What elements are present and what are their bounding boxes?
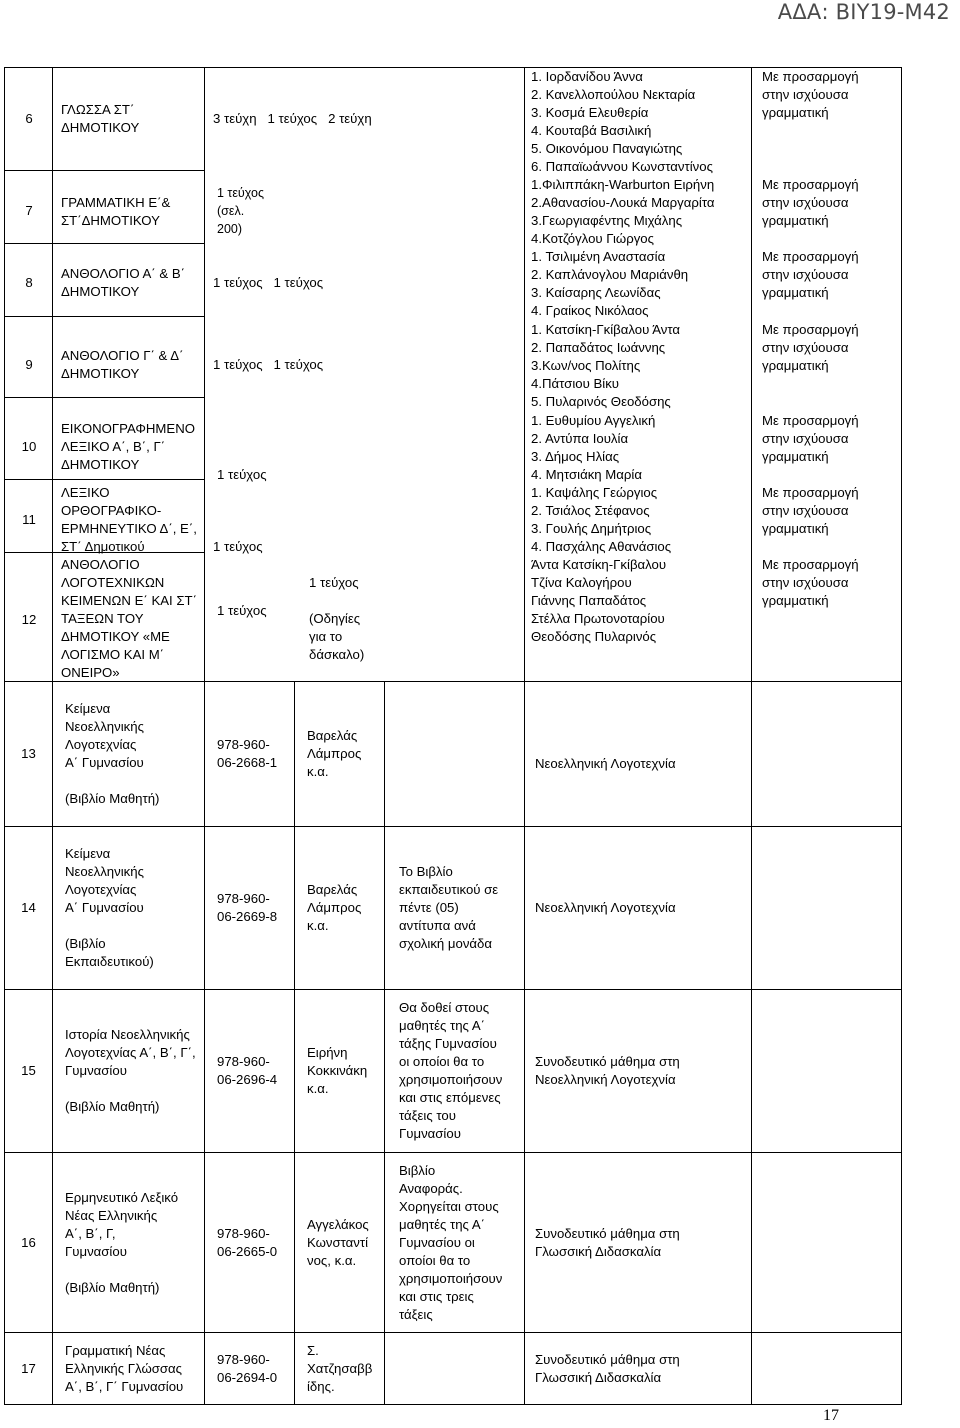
volume-info: 1 τεύχος (σελ. 200) [217,186,264,236]
isbn: 978-960- 06-2665-0 [205,1153,295,1333]
num-column-top [5,68,53,682]
author-list: 1. Καψάλης Γεώργιος 2. Τσιάλος Στέφανος 3. Γουλής Δημήτριος 4. Πασχάλης Αθανάσιος [531,485,672,554]
book-title: ΕΙΚΟΝΟΓΡΑΦΗΜΕΝΟ ΛΕΞΙΚΟ Α΄, Β΄, Γ΄ ΔΗΜΟΤΙΚΟΥ [61,421,195,472]
author: Σ. Χατζησαββ ίδης. [295,1333,385,1405]
volume-info: 1 τεύχος [213,539,263,554]
volume-info: 1 τεύχος 1 τεύχος [213,357,324,372]
subject: Νεοελληνική Λογοτεχνία [525,827,752,990]
author-list: 1. Ιορδανίδου Άννα 2. Κανελλοπούλου Νεκταρία 3. Κοσμά Ελευθερία 4. Κουταβά Βασιλική 5. Οικονόμου Παναγιώτης 6. Παπαϊωάννου Κωνσταντίνος [531,69,713,174]
table-row [5,1153,902,1333]
note [385,1333,525,1405]
row-number: 14 [5,827,53,990]
isbn: 978-960- 06-2696-4 [205,990,295,1153]
book-title: ΛΕΞΙΚΟ ΟΡΘΟΓΡΑΦΙΚΟ- ΕΡΜΗΝΕΥΤΙΚΟ Δ΄, Ε΄, ΣΤ΄ Δημοτικού [61,485,197,554]
book-title: ΑΝΘΟΛΟΓΙΟ Γ΄ & Δ΄ ΔΗΜΟΤΙΚΟΥ [61,348,184,381]
row-number: 11 [22,512,36,527]
adaptation-note: Με προσαρμογή στην ισχύουσα γραμματική [762,485,859,536]
volume-info: 1 τεύχος 1 τεύχος [213,275,324,290]
isbn: 978-960- 06-2694-0 [205,1333,295,1405]
row-number: 13 [5,682,53,827]
empty-cell [752,1333,902,1405]
book-title: Ερμηνευτικό Λεξικό Νέας Ελληνικής Α΄, Β΄, Γ, Γυμνασίου (Βιβλίο Μαθητή) [53,1153,205,1333]
table-row [5,1333,902,1405]
ada-code: ΑΔΑ: ΒΙΥ19-Μ42 [777,0,950,24]
note [385,682,525,827]
adaptation-note: Με προσαρμογή στην ισχύουσα γραμματική [762,557,859,608]
book-title: Κείμενα Νεοελληνικής Λογοτεχνίας Α΄ Γυμνασίου (Βιβλίο Μαθητή) [53,682,205,827]
row-number: 16 [5,1153,53,1333]
adaptation-note: Με προσαρμογή στην ισχύουσα γραμματική [762,322,859,373]
table-row-group-6-12 [5,68,902,682]
adaptation-note: Με προσαρμογή στην ισχύουσα γραμματική [762,177,859,228]
row-number: 6 [25,111,33,126]
author-list: 1. Κατσίκη-Γκίβαλου Άντα 2. Παπαδάτος Ιωάννης 3.Κων/νος Πολίτης 4.Πάτσιου Βίκυ 5. Πυλαρινός Θεοδόσης [531,322,681,409]
note: Το Βιβλίο εκπαιδευτικού σε πέντε (05) αντίτυπα ανά σχολική μονάδα [385,827,525,990]
author-list: 1. Τσιλιμένη Αναστασία 2. Καπλάνογλου Μαριάνθη 3. Καίσαρης Λεωνίδας 4. Γραίκος Νικόλαος [531,249,689,318]
empty-cell [752,990,902,1153]
isbn: 978-960- 06-2669-8 [205,827,295,990]
title-column-top [53,68,205,682]
textbook-table [4,67,902,1405]
row-number: 8 [25,275,33,290]
book-title: Γραμματική Νέας Ελληνικής Γλώσσας Α΄, Β΄, Γ΄ Γυμνασίου [53,1333,205,1405]
empty-cell [752,682,902,827]
row-number: 17 [5,1333,53,1405]
author-list: 1.Φιλιππάκη-Warburton Ειρήνη 2.Αθανασίου-Λουκά Μαργαρίτα 3.Γεωργιαφέντης Μιχάλης 4.Κοτζόγλου Γιώργος [531,177,715,246]
row-number: 12 [21,612,37,627]
row-number: 10 [21,439,37,454]
page-number: 17 [823,1407,839,1424]
row-number: 15 [5,990,53,1153]
row-number: 9 [25,357,33,372]
volume-info: 1 τεύχος (Οδηγίες για το δάσκαλο) [309,575,365,662]
table-row [5,827,902,990]
author: Αγγελάκος Κωνσταντί νος, κ.α. [295,1153,385,1333]
adaptation-column-top [752,68,902,682]
empty-cell [752,827,902,990]
authors-column-top [525,68,752,682]
subject: Συνοδευτικό μάθημα στη Νεοελληνική Λογοτεχνία [525,990,752,1153]
volume-info: 1 τεύχος [217,603,267,618]
author-list: Άντα Κατσίκη-Γκίβαλου Τζίνα Καλογήρου Γιάννης Παπαδάτος Στέλλα Πρωτονοταρίου Θεοδόσης Πυλαρινός [531,557,667,644]
subject: Συνοδευτικό μάθημα στη Γλωσσική Διδασκαλία [525,1333,752,1405]
author-list: 1. Ευθυμίου Αγγελική 2. Αντύπα Ιουλία 3. Δήμος Ηλίας 4. Μητσιάκη Μαρία [531,413,656,482]
author: Ειρήνη Κοκκινάκη κ.α. [295,990,385,1153]
subject: Συνοδευτικό μάθημα στη Γλωσσική Διδασκαλία [525,1153,752,1333]
isbn: 978-960- 06-2668-1 [205,682,295,827]
volume-info: 3 τεύχη 1 τεύχος 2 τεύχη [213,111,372,126]
empty-cell [752,1153,902,1333]
book-title: ΑΝΘΟΛΟΓΙΟ Α΄ & Β΄ ΔΗΜΟΤΙΚΟΥ [61,266,186,299]
table-row [5,990,902,1153]
book-title: ΑΝΘΟΛΟΓΙΟ ΛΟΓΟΤΕΧΝΙΚΩΝ ΚΕΙΜΕΝΩΝ Ε΄ ΚΑΙ ΣΤ΄ ΤΑΞΕΩΝ ΤΟΥ ΔΗΜΟΤΙΚΟΥ «ΜΕ ΛΟΓΙΣΜΟ ΚΑΙ Μ΄ ΟΝΕΙΡΟ» [61,557,197,680]
book-title: ΓΛΩΣΣΑ ΣΤ΄ ΔΗΜΟΤΙΚΟΥ [61,102,140,135]
book-title: ΓΡΑΜΜΑΤΙΚΗ Ε΄& ΣΤ΄ΔΗΜΟΤΙΚΟΥ [61,195,171,228]
volume-info: 1 τεύχος [217,467,267,482]
adaptation-note: Με προσαρμογή στην ισχύουσα γραμματική [762,249,859,300]
author: Βαρελάς Λάμπρος κ.α. [295,682,385,827]
book-title: Κείμενα Νεοελληνικής Λογοτεχνίας Α΄ Γυμνασίου (Βιβλίο Εκπαιδευτικού) [53,827,205,990]
subject: Νεοελληνική Λογοτεχνία [525,682,752,827]
volumes-column-top [205,68,525,682]
author: Βαρελάς Λάμπρος κ.α. [295,827,385,990]
adaptation-note: Με προσαρμογή στην ισχύουσα γραμματική [762,69,859,120]
adaptation-note: Με προσαρμογή στην ισχύουσα γραμματική [762,413,859,464]
book-title: Ιστορία Νεοελληνικής Λογοτεχνίας Α΄, Β΄, Γ΄, Γυμνασίου (Βιβλίο Μαθητή) [53,990,205,1153]
note: Βιβλίο Αναφοράς. Χορηγείται στους μαθητές της Α΄ Γυμνασίου οι οποίοι θα το χρησιμοποιήσουν και στις τρεις τάξεις [385,1153,525,1333]
note: Θα δοθεί στους μαθητές της Α΄ τάξης Γυμνασίου οι οποίοι θα το χρησιμοποιήσουν και στις επόμενες τάξεις του Γυμνασίου [385,990,525,1153]
table-row [5,682,902,827]
row-number: 7 [25,203,33,218]
